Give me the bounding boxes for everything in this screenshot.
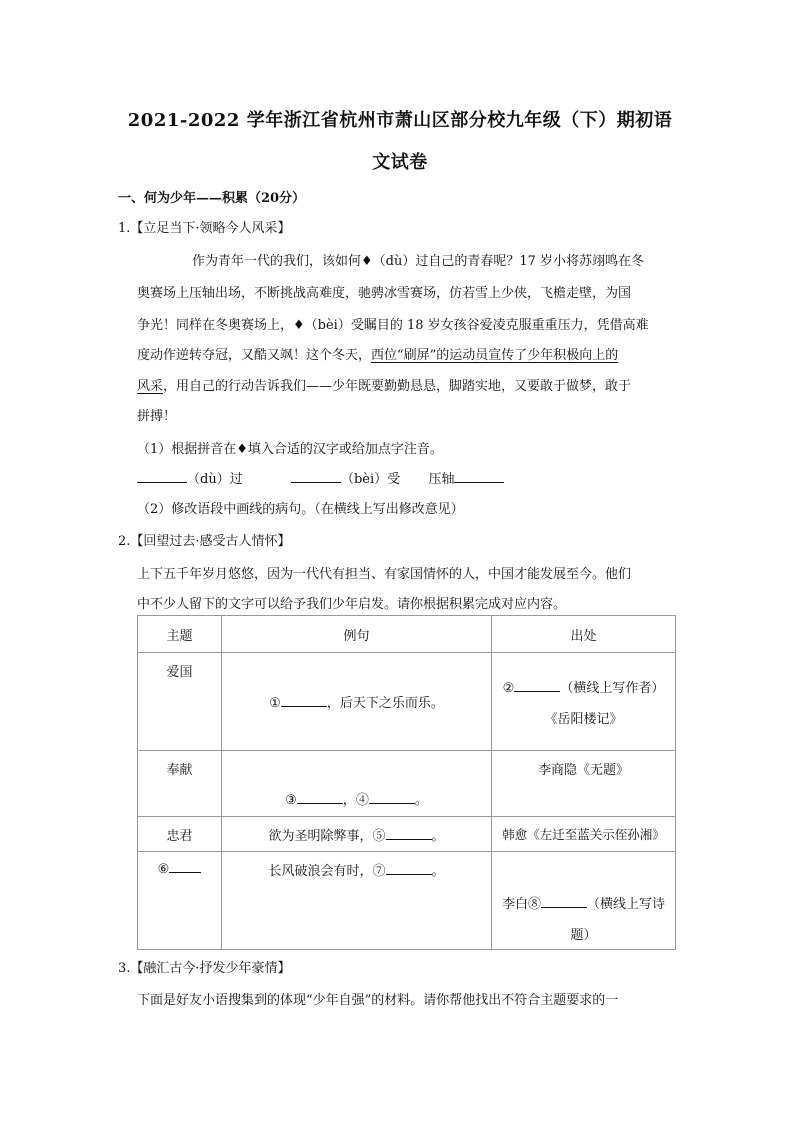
source-cell (492, 852, 676, 950)
poetry-table (137, 615, 676, 950)
question-2-heading: 2.【回望过去·感受古人情怀】 (118, 534, 291, 549)
answer-blank[interactable] (386, 827, 432, 840)
theme-cell: 奉献 (138, 751, 222, 817)
source-cell: 李商隐《无题》 (492, 751, 676, 817)
q1-paragraph-line: 奥赛场上压轴出场，不断挑战高难度，驰骋冰雪赛场，仿若雪上少侠，飞檐走壁，为国 (137, 286, 632, 301)
blank-marker: ⑥ (157, 862, 170, 877)
exam-title-line2: 文试卷 (372, 152, 428, 173)
blank-label: （bèi）受 (340, 472, 401, 487)
theme-cell (138, 852, 222, 950)
cell-text: （横线上写诗 (587, 897, 666, 912)
question-3-heading: 3.【融汇古今·抒发少年豪情】 (118, 961, 291, 976)
example-cell (222, 751, 492, 817)
cell-text: 题） (570, 928, 597, 943)
cell-text: 。 (414, 793, 428, 808)
header-cell: 出处 (492, 616, 676, 653)
underlined-sentence: 西位“刷屏”的运动员宣传了少年积极向上的 (371, 348, 619, 363)
blank-marker: ⑦ (372, 864, 386, 879)
cell-text: 欲为圣明除弊事， (268, 828, 373, 844)
blank-label: 压轴 (428, 472, 455, 487)
blank-marker: ⑤ (372, 828, 386, 844)
exam-title-line1: 2021-2022 学年浙江省杭州市萧山区部分校九年级（下）期初语 (127, 110, 673, 131)
answer-blank[interactable] (281, 694, 327, 707)
question-1-heading: 1.【立足当下·领略今人风采】 (118, 221, 291, 236)
answer-blank[interactable] (291, 470, 341, 483)
blank-label: （dù）过 (187, 472, 243, 487)
q1-fill-blanks-row (137, 468, 504, 487)
cell-text: （横线上写作者） (560, 680, 665, 696)
answer-blank[interactable] (541, 895, 587, 908)
source-cell: 韩愈《左迁至蓝关示侄孙湘》 (492, 817, 676, 852)
section-heading: 一、何为少年——积累（20分） (118, 191, 306, 206)
theme-cell: 爱国 (138, 653, 222, 751)
answer-blank[interactable] (454, 470, 504, 483)
example-cell (222, 817, 492, 852)
answer-blank[interactable] (514, 679, 560, 692)
theme-cell: 忠君 (138, 817, 222, 852)
table-row (138, 751, 676, 817)
answer-blank[interactable] (169, 860, 201, 873)
blank-marker: ④ (355, 793, 369, 808)
header-cell: 例句 (222, 616, 492, 653)
underlined-sentence: 风采 (137, 379, 164, 394)
q2-paragraph-line: 上下五千年岁月悠悠，因为一代代有担当、有家国情怀的人，中国才能发展至今。他们 (137, 567, 632, 582)
cell-text: 长风破浪会有时， (268, 864, 373, 879)
table-header-row (138, 616, 676, 653)
cell-text: ， (342, 793, 356, 808)
q1-paragraph-line (137, 344, 618, 363)
q1-paragraph-text: 度动作逆转夺冠，又酷又飒！这个冬天， (137, 348, 372, 363)
blank-marker: ③ (285, 793, 297, 808)
table-row (138, 817, 676, 852)
answer-blank[interactable] (386, 862, 432, 875)
header-cell: 主题 (138, 616, 222, 653)
answer-blank[interactable] (137, 470, 187, 483)
q1-paragraph-line: 争光！同样在冬奥赛场上，♦（bèi）受瞩目的 18 岁女孩谷爱凌克服重重压力，凭借高难 (137, 318, 649, 333)
cell-text: 《岳阳楼记》 (544, 711, 623, 727)
cell-text: 。 (431, 828, 445, 844)
cell-text: 李白⑧ (501, 897, 541, 912)
q2-paragraph-line: 中不少人留下的文字可以给予我们少年启发。请你根据积累完成对应内容。 (137, 597, 567, 612)
q1-paragraph-line: 拼搏！ (137, 409, 177, 424)
answer-blank[interactable] (369, 791, 415, 804)
cell-text: ，后天下之乐而乐。 (326, 696, 444, 711)
example-cell (222, 852, 492, 950)
q1-paragraph-line (137, 375, 631, 394)
q1-paragraph-line: 作为青年一代的我们，该如何♦（dù）过自己的青春呢？17 岁小将苏翊鸣在冬 (192, 254, 645, 269)
blank-marker: ② (502, 680, 515, 696)
table-row (138, 852, 676, 950)
q1-sub-question-2: （2）修改语段中画线的病句。（在横线上写出修改意见） (137, 502, 464, 517)
example-cell (222, 653, 492, 751)
table-row (138, 653, 676, 751)
blank-marker: ① (269, 696, 281, 711)
q1-sub-question-1: （1）根据拼音在♦填入合适的汉字或给加点字注音。 (137, 442, 443, 457)
q3-paragraph-line: 下面是好友小语搜集到的体现“少年自强”的材料。请你帮他找出不符合主题要求的一 (137, 993, 619, 1008)
q1-paragraph-text: ，用自己的行动告诉我们——少年既要勤勤恳恳，脚踏实地，又要敢于做梦，敢于 (163, 379, 632, 394)
source-cell (492, 653, 676, 751)
answer-blank[interactable] (297, 791, 343, 804)
cell-text: 。 (431, 864, 445, 879)
